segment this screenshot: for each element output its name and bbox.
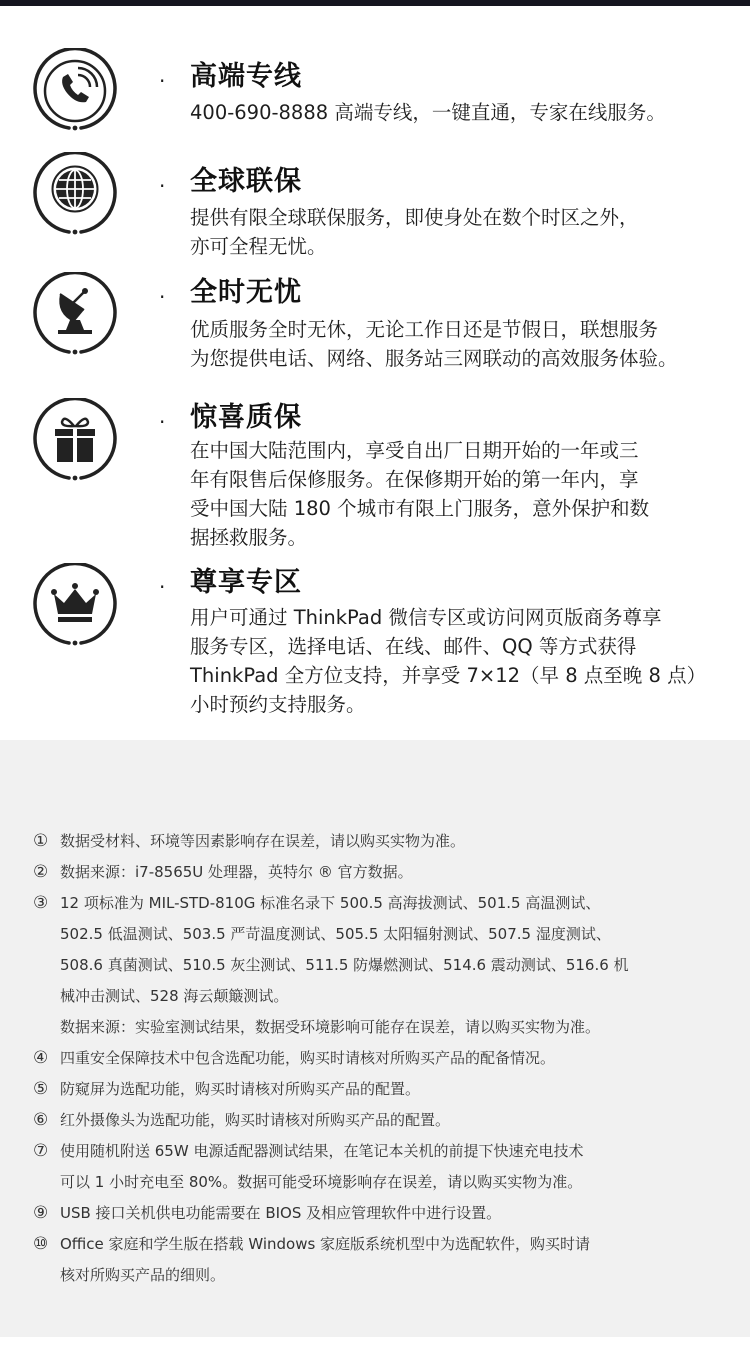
footnote-text: 数据来源：i7-8565U 处理器，英特尔 ® 官方数据。 bbox=[60, 863, 413, 881]
feature-title: 尊享专区 bbox=[190, 567, 302, 598]
footnote-text: 红外摄像头为选配功能，购买时请核对所购买产品的配置。 bbox=[60, 1111, 451, 1129]
footnote-marker: ⑤ bbox=[33, 1079, 49, 1099]
footnote-item bbox=[33, 1198, 733, 1229]
bullet: · bbox=[159, 575, 166, 599]
top-bar bbox=[0, 0, 750, 6]
footnote-item bbox=[33, 1074, 733, 1105]
footnote-marker: ⑦ bbox=[33, 1141, 49, 1161]
footnote-marker: ⑥ bbox=[33, 1110, 49, 1130]
footnote-item bbox=[33, 857, 733, 888]
footnote-item bbox=[33, 826, 733, 857]
footnote-item bbox=[33, 1043, 733, 1074]
crown-icon bbox=[32, 563, 118, 649]
bullet: · bbox=[159, 174, 166, 198]
feature-description: 优质服务全时无休，无论工作日还是节假日，联想服务 为您提供电话、网络、服务站三网联动的高效服务体验。 bbox=[190, 318, 678, 370]
footnote-list bbox=[33, 826, 733, 1291]
footnote-item bbox=[33, 888, 733, 1043]
feature-description: 在中国大陆范围内，享受自出厂日期开始的一年或三 年有限售后保修服务。在保修期开始的第一年内，享 受中国大陆 180 个城市有限上门服务，意外保护和数 据拯救服务。 bbox=[190, 439, 650, 549]
footnote-marker: ③ bbox=[33, 893, 49, 913]
feature-title: 惊喜质保 bbox=[190, 402, 302, 433]
footnote-text: 防窥屏为选配功能，购买时请核对所购买产品的配置。 bbox=[60, 1080, 421, 1098]
feature-title: 全球联保 bbox=[190, 166, 302, 197]
footnote-item bbox=[33, 1136, 733, 1198]
feature-description: 用户可通过 ThinkPad 微信专区或访问网页版商务尊享 服务专区，选择电话、在线、邮件、QQ 等方式获得 ThinkPad 全方位支持，并享受 7×12（早 8 点至晚 8 点） 小时预约支持服务。 bbox=[190, 606, 707, 716]
footnote-item bbox=[33, 1229, 733, 1291]
feature-title: 全时无忧 bbox=[190, 277, 302, 308]
footnote-marker: ⑨ bbox=[33, 1203, 49, 1223]
footnote-text: Office 家庭和学生版在搭载 Windows 家庭版系统机型中为选配软件，购买时请 核对所购买产品的细则。 bbox=[60, 1235, 591, 1284]
bullet: · bbox=[159, 410, 166, 434]
footnote-text: USB 接口关机供电功能需要在 BIOS 及相应管理软件中进行设置。 bbox=[60, 1204, 502, 1222]
footnote-marker: ② bbox=[33, 862, 49, 882]
gift-icon bbox=[32, 398, 118, 484]
footnote-text: 数据受材料、环境等因素影响存在误差，请以购买实物为准。 bbox=[60, 832, 466, 850]
feature-description: 400-690-8888 高端专线，一键直通，专家在线服务。 bbox=[190, 101, 666, 124]
bullet: · bbox=[159, 285, 166, 309]
footnote-marker: ④ bbox=[33, 1048, 49, 1068]
bullet: · bbox=[159, 69, 166, 93]
feature-description: 提供有限全球联保服务，即使身处在数个时区之外， 亦可全程无忧。 bbox=[190, 206, 639, 258]
footnote-marker: ① bbox=[33, 831, 49, 851]
footnote-text: 12 项标准为 MIL-STD-810G 标准名录下 500.5 高海拔测试、501.5 高温测试、 502.5 低温测试、503.5 严苛温度测试、505.5 太阳辐射测试、507.5 湿度测试、 508.6 真菌测试、510.5 灰尘测试、511.5 防爆燃测试、514.6 震动测试、516.6 机 械冲击测试、528 海云颠簸测试。 数据来源：实验室测试结果，数据受环境影响可能存在误差，请以购买实物为准。 bbox=[60, 894, 629, 1036]
footnote-text: 使用随机附送 65W 电源适配器测试结果，在笔记本关机的前提下快速充电技术 可以 1 小时充电至 80%。数据可能受环境影响存在误差，请以购买实物为准。 bbox=[60, 1142, 584, 1191]
footnotes-section bbox=[0, 740, 750, 1337]
phone-icon bbox=[32, 48, 118, 134]
footnote-item bbox=[33, 1105, 733, 1136]
footnote-text: 四重安全保障技术中包含选配功能，购买时请核对所购买产品的配备情况。 bbox=[60, 1049, 556, 1067]
footnote-marker: ⑩ bbox=[33, 1234, 49, 1254]
feature-title: 高端专线 bbox=[190, 61, 302, 92]
satellite-dish-icon bbox=[32, 272, 118, 358]
globe-icon bbox=[32, 152, 118, 238]
